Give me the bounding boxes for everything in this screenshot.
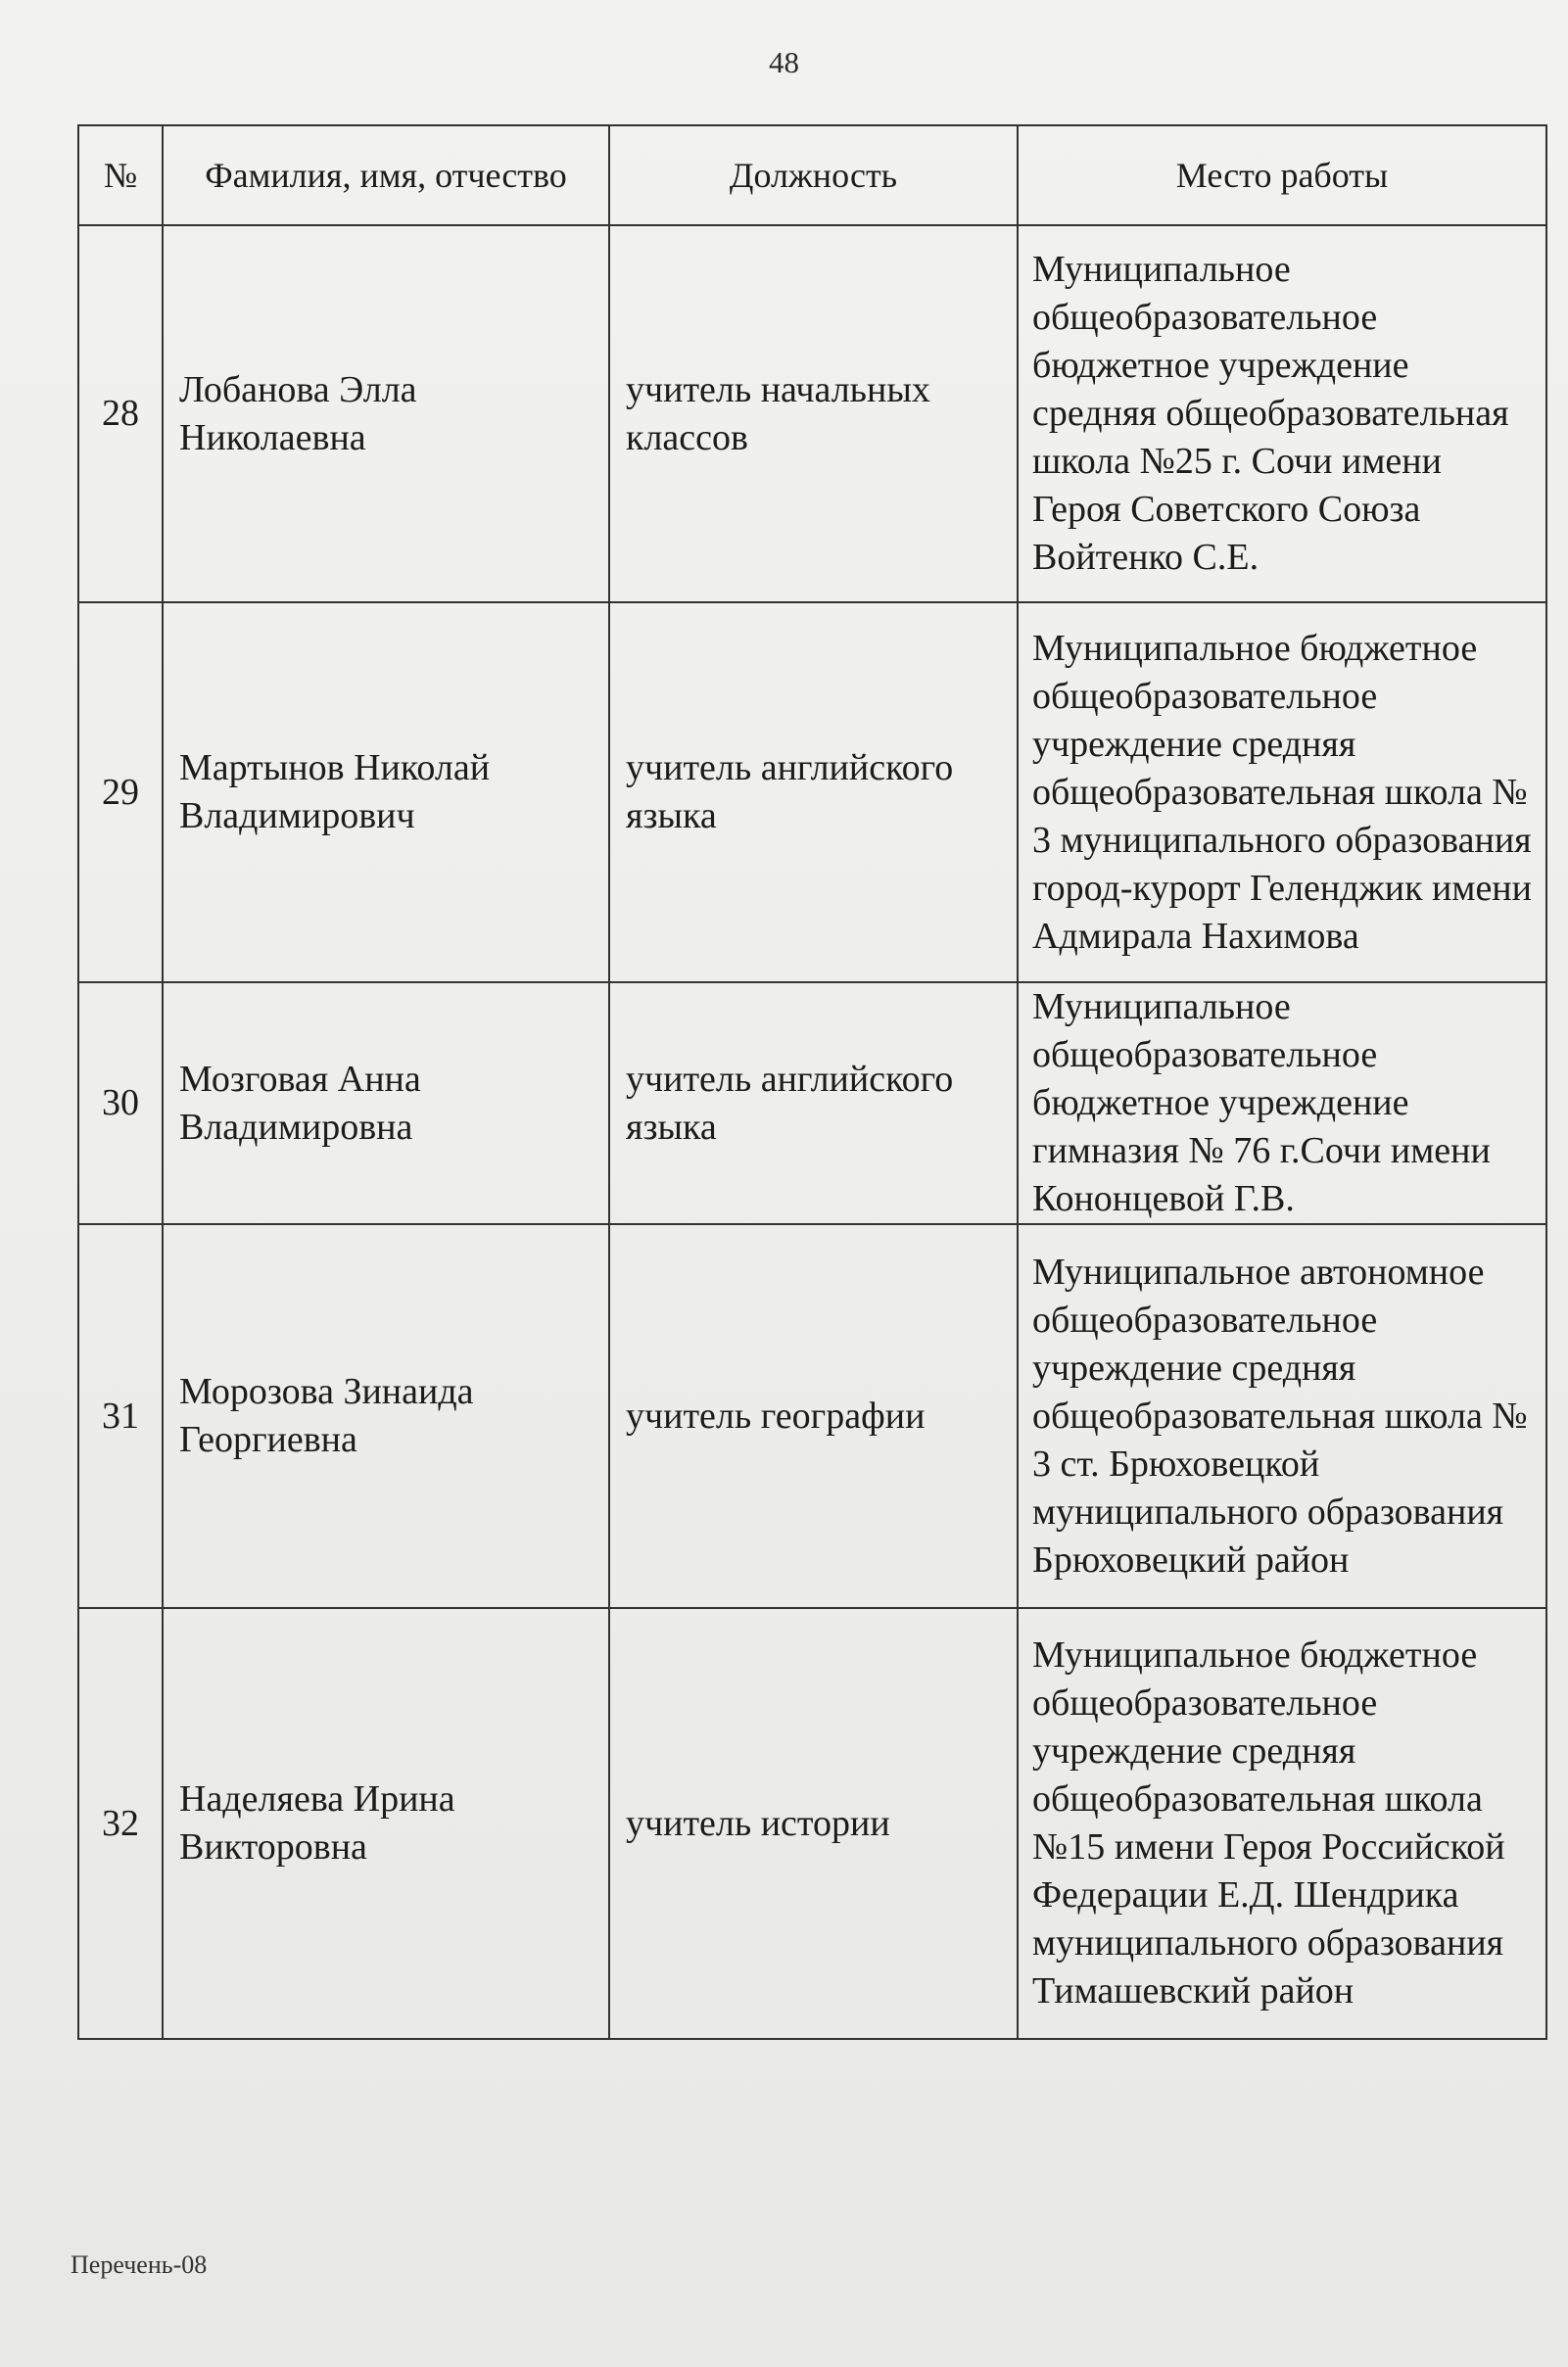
table-header-row (78, 125, 1546, 225)
row-full-name: Мартынов Николай Владимирович (163, 602, 609, 982)
header-workplace: Место работы (1018, 125, 1546, 225)
table-row (78, 602, 1546, 982)
row-position: учитель английского языка (609, 982, 1018, 1224)
table-row (78, 1608, 1546, 2039)
row-position: учитель истории (609, 1608, 1018, 2039)
row-full-name: Морозова Зинаида Георгиевна (163, 1224, 609, 1608)
row-workplace: Муниципальное общеобразовательное бюджетное учреждение гимназия № 76 г.Сочи имени Кононцевой Г.В. (1018, 982, 1546, 1224)
document-footer: Перечень-08 (71, 2250, 208, 2279)
row-position: учитель географии (609, 1224, 1018, 1608)
row-position: учитель начальных классов (609, 225, 1018, 602)
page-number: 48 (769, 45, 799, 79)
row-workplace: Муниципальное общеобразовательное бюджетное учреждение средняя общеобразовательная школа №25 г. Сочи имени Героя Советского Союза Войтенко С.Е. (1018, 225, 1546, 602)
row-number: 29 (78, 602, 163, 982)
row-number: 30 (78, 982, 163, 1224)
table-row (78, 982, 1546, 1224)
row-full-name: Мозговая Анна Владимировна (163, 982, 609, 1224)
table-row (78, 225, 1546, 602)
row-full-name: Лобанова Элла Николаевна (163, 225, 609, 602)
header-full-name: Фамилия, имя, отчество (163, 125, 609, 225)
row-workplace: Муниципальное автономное общеобразовательное учреждение средняя общеобразовательная школа № 3 ст. Брюховецкой муниципального образования Брюховецкий район (1018, 1224, 1546, 1608)
row-position: учитель английского языка (609, 602, 1018, 982)
row-number: 31 (78, 1224, 163, 1608)
row-number: 28 (78, 225, 163, 602)
employee-table (77, 124, 1547, 2040)
table-row (78, 1224, 1546, 1608)
header-position: Должность (609, 125, 1018, 225)
row-workplace: Муниципальное бюджетное общеобразовательное учреждение средняя общеобразовательная школа №15 имени Героя Российской Федерации Е.Д. Шендрика муниципального образования Тимашевский район (1018, 1608, 1546, 2039)
header-number: № (78, 125, 163, 225)
row-full-name: Наделяева Ирина Викторовна (163, 1608, 609, 2039)
row-number: 32 (78, 1608, 163, 2039)
row-workplace: Муниципальное бюджетное общеобразовательное учреждение средняя общеобразовательная школа № 3 муниципального образования город-курорт Геленджик имени Адмирала Нахимова (1018, 602, 1546, 982)
